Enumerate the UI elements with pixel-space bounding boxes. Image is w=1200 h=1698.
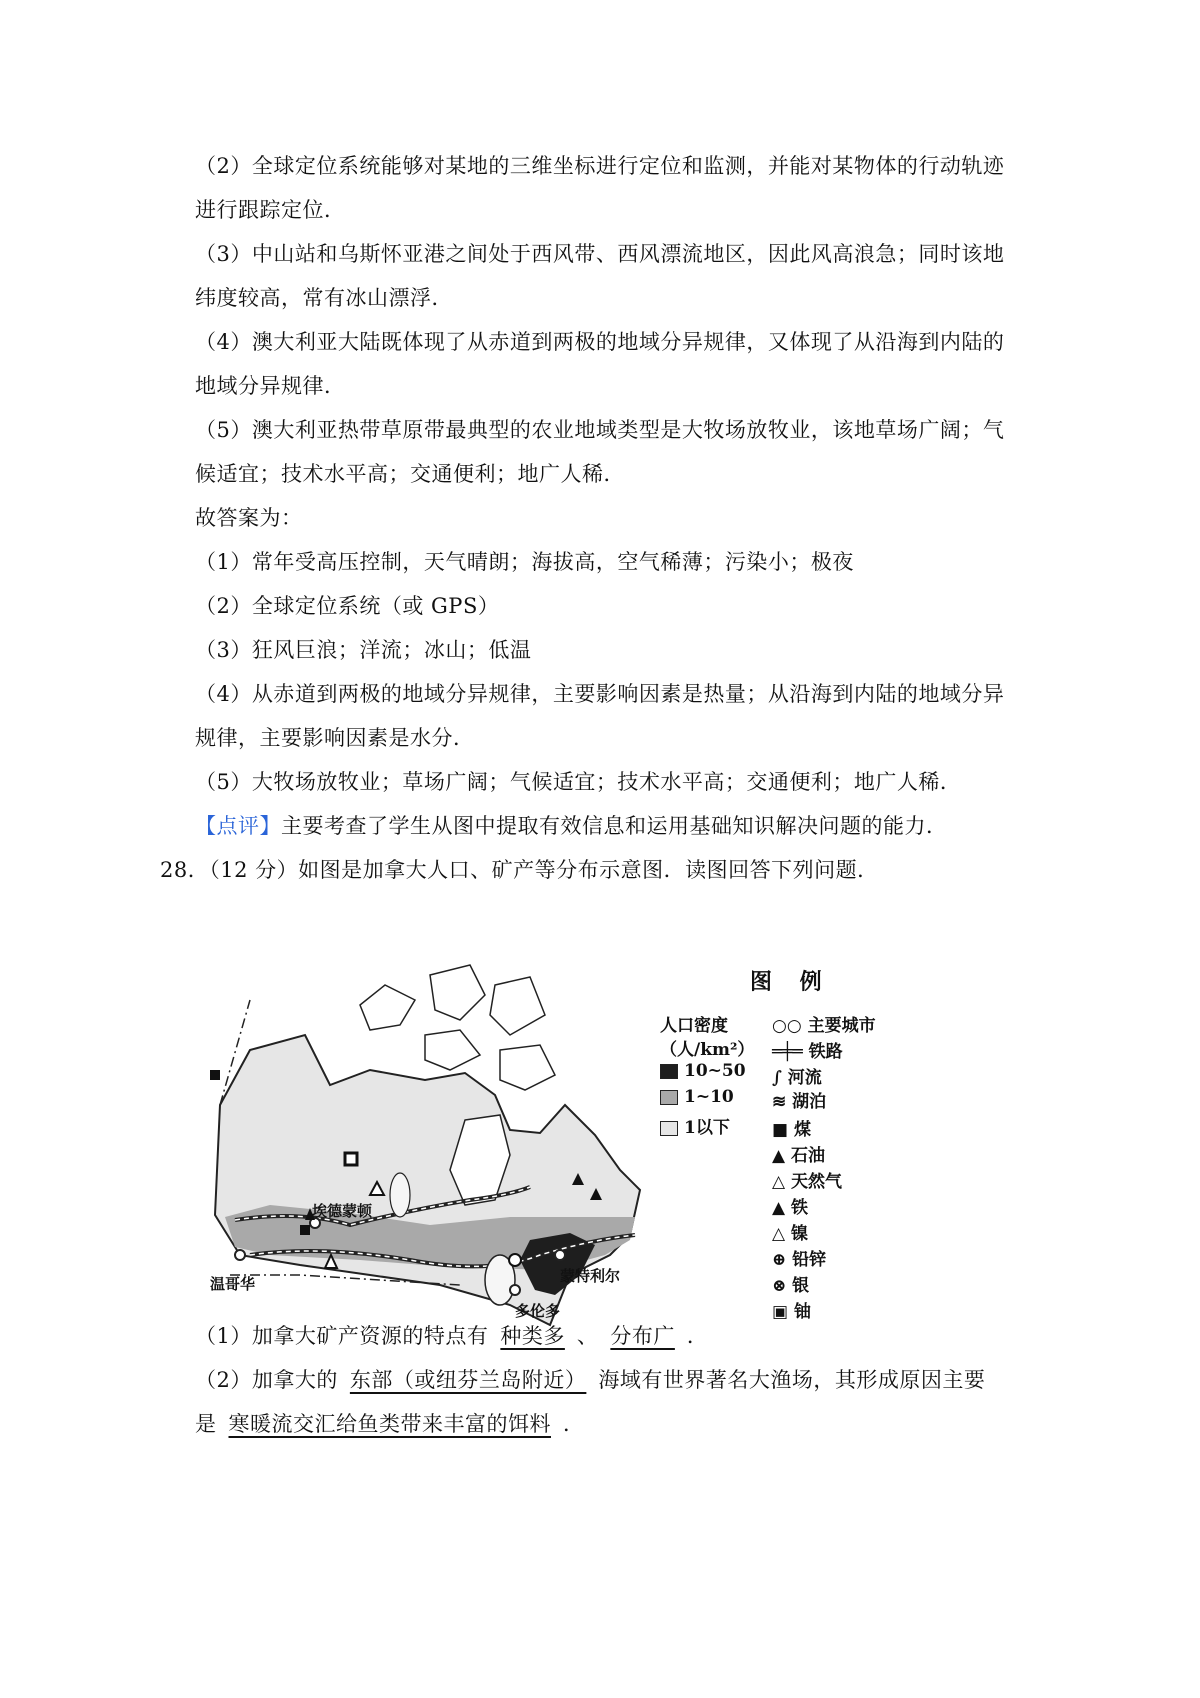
city-icon: ○○ [772, 1016, 808, 1036]
coal-symbol [210, 1070, 220, 1080]
legend-railway: ═╪═ 铁路 [772, 1042, 843, 1062]
lead-zinc-icon: ⊕ [772, 1250, 793, 1270]
coal-symbol [300, 1225, 310, 1235]
legend-gas: △ 天然气 [772, 1172, 842, 1192]
q28-blank-1: 种类多 [500, 1324, 565, 1348]
answer-4-line1: （4）从赤道到两极的地域分异规律，主要影响因素是热量；从沿海到内陆的地域分异 [195, 682, 1005, 706]
solution-p5-line1: （5）澳大利亚热带草原带最典型的农业地域类型是大牧场放牧业，该地草场广阔；气 [195, 418, 1005, 442]
density-label-1: 人口密度 [660, 1016, 728, 1036]
legend-density-sparse: 1以下 [660, 1113, 730, 1138]
density-label-2: （人/km²） [660, 1040, 755, 1060]
silver-icon: ⊗ [772, 1276, 793, 1296]
answer-3: （3）狂风巨浪；洋流；冰山；低温 [195, 638, 532, 662]
silver-symbol [509, 1254, 521, 1266]
legend-lake: ≋ 湖泊 [772, 1092, 827, 1112]
q28-blank-3: 东部（或纽芬兰岛附近） [349, 1368, 587, 1392]
legend-uranium: ▣ 铀 [772, 1302, 811, 1322]
legend-coal: ■ 煤 [772, 1120, 811, 1140]
railway-icon: ═╪═ [772, 1042, 809, 1062]
legend-river: ∫ 河流 [772, 1068, 822, 1088]
q28-item-1: （1）加拿大矿产资源的特点有 种类多 、 分布广 ． [195, 1324, 709, 1348]
city-marker [235, 1250, 245, 1260]
gas-icon: △ [772, 1172, 791, 1192]
legend-oil: ▲ 石油 [772, 1146, 825, 1166]
oil-icon: ▲ [772, 1146, 791, 1166]
comment-tag: 【点评】 [195, 814, 281, 838]
city-label-vancouver: 温哥华 [210, 1275, 256, 1293]
legend-title: 图 例 [750, 969, 832, 995]
city-label-toronto: 多伦多 [515, 1302, 561, 1320]
iron-icon: ▲ [772, 1198, 791, 1218]
nickel-icon: △ [772, 1224, 791, 1244]
legend-density-dense: 10~50 [660, 1061, 746, 1081]
solution-p3-line2: 纬度较高，常有冰山漂浮． [195, 286, 453, 310]
uranium-icon: ▣ [772, 1302, 794, 1322]
city-marker [555, 1250, 565, 1260]
solution-p4-line2: 地域分异规律． [195, 374, 346, 398]
answer-4-line2: 规律，主要影响因素是水分． [195, 726, 475, 750]
q28-blank-4: 寒暖流交汇给鱼类带来丰富的饵料 [228, 1412, 551, 1436]
legend-nickel: △ 镍 [772, 1224, 808, 1244]
arctic-island [360, 985, 415, 1030]
solution-p2-line2: 进行跟踪定位． [195, 198, 346, 222]
legend-density-medium: 1~10 [660, 1087, 734, 1107]
city-marker [510, 1285, 520, 1295]
arctic-island [490, 977, 545, 1035]
lake [390, 1173, 410, 1217]
river-icon: ∫ [772, 1068, 788, 1088]
solution-p3-line1: （3）中山站和乌斯怀亚港之间处于西风带、西风漂流地区，因此风高浪急；同时该地 [195, 242, 1005, 266]
q28-item-2-line2: 是 寒暖流交汇给鱼类带来丰富的饵料 ． [195, 1412, 585, 1436]
city-label-montreal: 蒙特利尔 [560, 1267, 621, 1285]
question-28-stem: 28．（12 分）如图是加拿大人口、矿产等分布示意图．读图回答下列问题． [160, 858, 879, 882]
q28-blank-2: 分布广 [610, 1324, 675, 1348]
q28-item-2-line1: （2）加拿大的 东部（或纽芬兰岛附近） 海域有世界著名大渔场，其形成原因主要 [195, 1368, 986, 1392]
legend-silver: ⊗ 银 [772, 1276, 810, 1296]
comment-text: 主要考查了学生从图中提取有效信息和运用基础知识解决问题的能力． [281, 814, 948, 838]
arctic-island [430, 965, 485, 1020]
answer-5: （5）大牧场放牧业；草场广阔；气候适宜；技术水平高；交通便利；地广人稀． [195, 770, 962, 794]
coal-icon: ■ [772, 1120, 794, 1140]
answer-heading: 故答案为： [195, 506, 303, 530]
arctic-island [425, 1030, 480, 1070]
solution-p5-line2: 候适宜；技术水平高；交通便利；地广人稀． [195, 462, 625, 486]
solution-p2-line1: （2）全球定位系统能够对某地的三维坐标进行定位和监测，并能对某物体的行动轨迹 [195, 154, 1005, 178]
lake-icon: ≋ [772, 1092, 793, 1112]
uranium-symbol [345, 1153, 357, 1165]
solution-p4-line1: （4）澳大利亚大陆既体现了从赤道到两极的地域分异规律，又体现了从沿海到内陆的 [195, 330, 1005, 354]
answer-1: （1）常年受高压控制，天气晴朗；海拔高，空气稀薄；污染小；极夜 [195, 550, 854, 574]
comment-line [195, 810, 948, 840]
legend-lead-zinc: ⊕ 铅锌 [772, 1250, 827, 1270]
city-label-edmonton: 埃德蒙顿 [312, 1202, 373, 1220]
arctic-island [500, 1045, 555, 1090]
answer-2: （2）全球定位系统（或 GPS） [195, 594, 500, 618]
legend-city: ○○ 主要城市 [772, 1016, 876, 1036]
legend-iron: ▲ 铁 [772, 1198, 808, 1218]
